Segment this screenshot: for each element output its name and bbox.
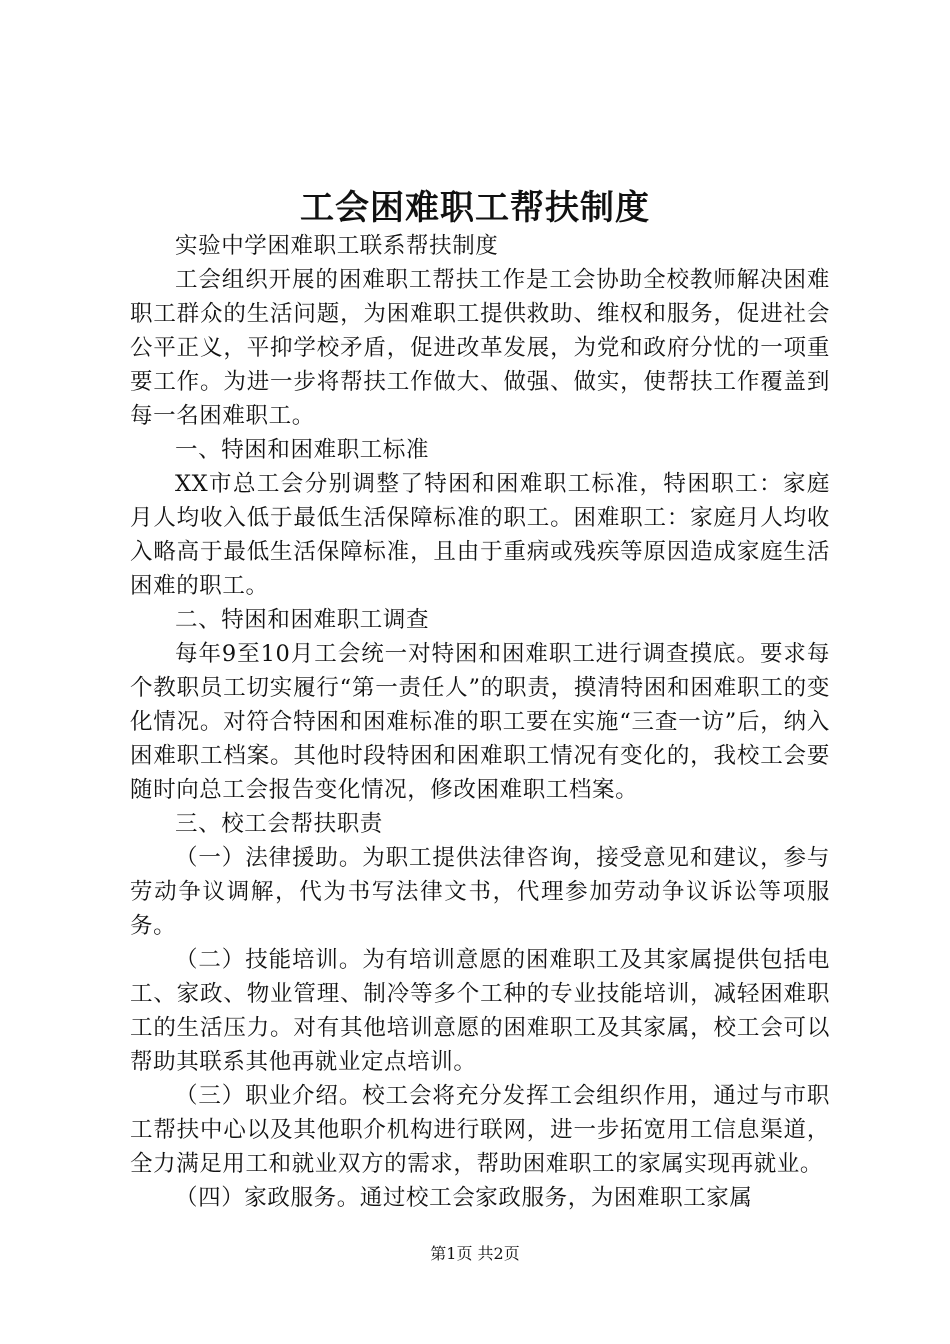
section-2-paragraph: 每年9至10月工会统一对特困和困难职工进行调查摸底。要求每个教职员工切实履行“第一责任人”的职责，摸清特困和困难职工的变化情况。对符合特困和困难标准的职工要在实施“三查一访”后，纳入困难职工档案。其他时段特困和困难职工情况有变化的，我校工会要随时向总工会报告变化情况，修改困难职工档案。 bbox=[130, 641, 830, 803]
subtitle-paragraph: 实验中学困难职工联系帮扶制度 bbox=[175, 233, 499, 259]
housekeeping-paragraph: （四）家政服务。通过校工会家政服务，为困难职工家属 bbox=[175, 1185, 753, 1211]
document-title: 工会困难职工帮扶制度 bbox=[300, 188, 650, 228]
section-heading-3: 三、校工会帮扶职责 bbox=[175, 811, 383, 837]
skill-training-paragraph: （二）技能培训。为有培训意愿的困难职工及其家属提供包括电工、家政、物业管理、制冷等多个工种的专业技能培训，减轻困难职工的生活压力。对有其他培训意愿的困难职工及其家属，校工会可以帮助其联系其他再就业定点培训。 bbox=[130, 947, 830, 1075]
document-body bbox=[130, 229, 830, 1215]
section-heading-1: 一、特困和困难职工标准 bbox=[175, 437, 430, 463]
page-footer: 第1页 共2页 bbox=[430, 1244, 520, 1263]
legal-aid-paragraph: （一）法律援助。为职工提供法律咨询，接受意见和建议，参与劳动争议调解，代为书写法律文书，代理参加劳动争议诉讼等项服务。 bbox=[130, 845, 830, 939]
section-heading-2: 二、特困和困难职工调查 bbox=[175, 607, 430, 633]
section-1-paragraph: XX市总工会分别调整了特困和困难职工标准，特困职工：家庭月人均收入低于最低生活保障标准的职工。困难职工：家庭月人均收入略高于最低生活保障标准，且由于重病或残疾等原因造成家庭生活困难的职工。 bbox=[130, 471, 830, 599]
intro-paragraph: 工会组织开展的困难职工帮扶工作是工会协助全校教师解决困难职工群众的生活问题，为困难职工提供救助、维权和服务，促进社会公平正义，平抑学校矛盾，促进改革发展，为党和政府分忧的一项重要工作。为进一步将帮扶工作做大、做强、做实，使帮扶工作覆盖到每一名困难职工。 bbox=[130, 267, 830, 429]
job-referral-paragraph: （三）职业介绍。校工会将充分发挥工会组织作用，通过与市职工帮扶中心以及其他职介机构进行联网，进一步拓宽用工信息渠道，全力满足用工和就业双方的需求，帮助困难职工的家属实现再就业。 bbox=[130, 1083, 830, 1177]
